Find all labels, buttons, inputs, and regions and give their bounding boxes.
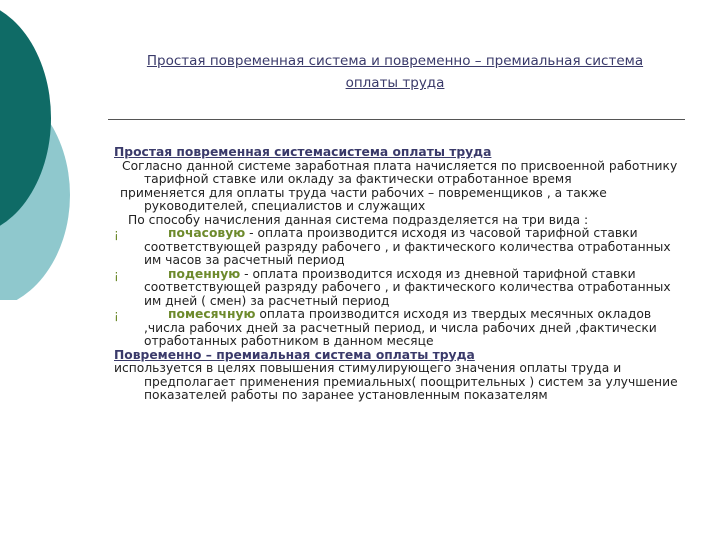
bullet-icon: ¡	[114, 227, 119, 241]
bullet-keyword: поденную	[168, 266, 241, 281]
list-item	[114, 227, 686, 268]
paragraph-application: применяется для оплаты труда части рабочих – повременщиков , а также руководителей, специалистов и служащих	[120, 185, 607, 213]
paragraph-types-intro: По способу начисления данная система подразделяется на три вида :	[128, 212, 589, 227]
title-line-2: оплаты труда	[345, 75, 445, 91]
bullet-text: - оплата производится исходя из дневной тарифной ставки соответствующей разряду рабочего , и фактического количества отработанных им дней ( смен) за расчетный период	[144, 266, 671, 308]
paragraph-premium: используется в целях повышения стимулирующего значения оплаты труда и предполагает применения премиальных( поощрительных ) систем за улучшение показателей работы по заранее установленным показателям	[114, 361, 678, 402]
section-heading-simple: Простая повременная системасистема оплаты труда	[114, 145, 492, 159]
bullet-icon: ¡	[114, 267, 119, 282]
bullet-keyword: почасовую	[168, 226, 246, 240]
bullet-text: оплата производится исходя из твердых месячных окладов ,числа рабочих дней за расчетный период, и числа рабочих дней ,фактически отработанных работником в данном месяце	[144, 307, 657, 348]
list-item	[114, 308, 686, 349]
bullet-icon: ¡	[114, 308, 119, 322]
bullet-keyword: помесячную	[168, 307, 256, 321]
decorative-circles	[0, 0, 72, 300]
paragraph-definition: Согласно данной системе заработная плата начисляется по присвоенной работнику тарифной ставке или окладу за фактически отработанное время	[122, 158, 678, 186]
title-line-1: Простая повременная система и повременно – премиальная система	[146, 53, 644, 69]
bullet-text: - оплата производится исходя из часовой тарифной ставки соответствующей разряду рабочего , и фактического количества отработанных им часов за расчетный период	[144, 226, 671, 267]
section-heading-premium: Повременно – премиальная система оплаты труда	[114, 347, 475, 362]
divider-line	[108, 119, 685, 120]
list-item	[114, 268, 686, 309]
slide-title	[110, 50, 680, 94]
slide-body	[114, 146, 686, 403]
